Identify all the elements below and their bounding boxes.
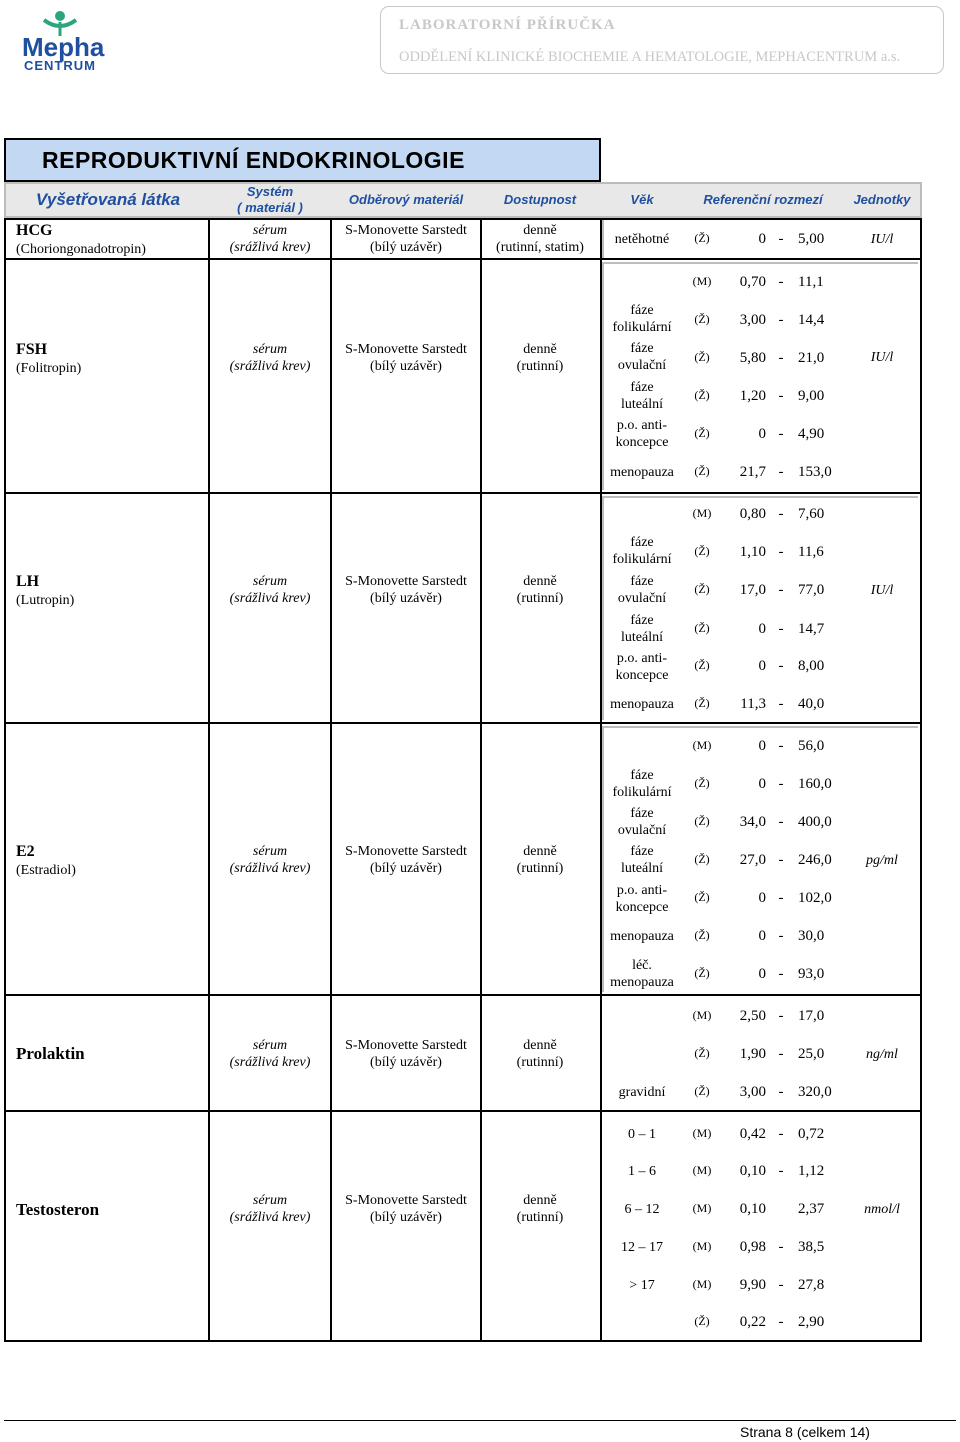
e2-hi-1: 160,0: [798, 776, 832, 792]
tst-age-0: 0 – 1: [628, 1127, 656, 1142]
tst-age-3: 12 – 17: [621, 1240, 663, 1255]
tst-dash-5: -: [778, 1314, 784, 1330]
e2-dash-3: -: [778, 852, 784, 868]
lh-lo-5: 11,3: [740, 696, 766, 712]
fsh-age-5: menopauza: [610, 465, 674, 480]
tst-sex-4: (M): [692, 1277, 712, 1291]
prl-sex-1: (Ž): [694, 1046, 710, 1060]
e2-sex-5: (Ž): [694, 928, 710, 942]
e2-sex-4: (Ž): [694, 890, 710, 904]
tst-avail: denně (rutinní): [516, 1193, 564, 1225]
lh-dash-2: -: [778, 582, 784, 598]
header-title: LABORATORNÍ PŘÍRUČKA: [399, 17, 616, 33]
e2-unit: pg/ml: [866, 853, 898, 868]
fsh-avail: denně (rutinní): [516, 342, 564, 374]
col-latka: Vyšetřovaná látka: [35, 190, 181, 209]
tst-lo-3: 0,98: [739, 1239, 766, 1255]
fsh-dash-3: -: [778, 388, 784, 404]
e2-lo-0: 0: [758, 738, 766, 754]
prl-dash-2: -: [778, 1084, 784, 1100]
tst-lo-2: 0,10: [739, 1201, 766, 1217]
e2-hi-6: 93,0: [798, 966, 825, 982]
fsh-sub: (Folitropin): [16, 361, 82, 376]
logo-line2: CENTRUM: [24, 58, 96, 73]
prl-sex-2: (Ž): [694, 1084, 710, 1098]
e2-lo-3: 27,0: [739, 852, 766, 868]
fsh-sex-0: (M): [692, 274, 712, 288]
tst-lo-5: 0,22: [739, 1314, 766, 1330]
fsh-lo-2: 5,80: [739, 350, 766, 366]
e2-system: sérum (srážlivá krev): [229, 844, 311, 876]
lh-unit: IU/l: [870, 583, 894, 598]
fsh-lo-3: 1,20: [739, 388, 766, 404]
fsh-lo-4: 0: [758, 426, 766, 442]
fsh-lo-1: 3,00: [739, 312, 766, 328]
tst-sex-1: (M): [692, 1163, 712, 1177]
col-ref: Referenční rozmezí: [703, 192, 823, 207]
tst-lo-0: 0,42: [739, 1126, 766, 1142]
prl-system: sérum (srážlivá krev): [229, 1038, 311, 1070]
e2-dash-2: -: [778, 814, 784, 830]
lh-age-4: p.o. anti- koncepce: [615, 651, 669, 683]
fsh-hi-2: 21,0: [798, 350, 825, 366]
section-title: REPRODUKTIVNÍ ENDOKRINOLOGIE: [42, 147, 465, 173]
fsh-sex-1: (Ž): [694, 312, 710, 326]
e2-sub: (Estradiol): [16, 863, 76, 878]
lh-hi-2: 77,0: [798, 582, 825, 598]
prl-sex-0: (M): [692, 1008, 712, 1022]
e2-dash-5: -: [778, 928, 784, 944]
fsh-age-2: fáze ovulační: [617, 341, 667, 373]
tst-system: sérum (srážlivá krev): [229, 1193, 311, 1225]
fsh-sex-4: (Ž): [694, 426, 710, 440]
fsh-lo-0: 0,70: [739, 274, 766, 290]
lh-lo-2: 17,0: [739, 582, 766, 598]
tst-dash-3: -: [778, 1239, 784, 1255]
e2-age-6: léč. menopauza: [610, 958, 674, 990]
lh-hi-3: 14,7: [798, 621, 825, 637]
e2-sex-2: (Ž): [694, 814, 710, 828]
lh-avail: denně (rutinní): [516, 574, 564, 606]
header-subtitle: ODDĚLENÍ KLINICKÉ BIOCHEMIE A HEMATOLOGIE, MEPHACENTRUM a.s.: [399, 49, 901, 65]
fsh-sex-2: (Ž): [694, 350, 710, 364]
header-box: [380, 6, 944, 74]
tst-age-2: 6 – 12: [624, 1202, 660, 1217]
tst-hi-3: 38,5: [798, 1239, 825, 1255]
e2-hi-4: 102,0: [798, 890, 832, 906]
hcg-unit: IU/l: [870, 232, 894, 247]
hcg-age: netěhotné: [614, 232, 670, 247]
fsh-sex-5: (Ž): [694, 464, 710, 478]
e2-lo-2: 34,0: [739, 814, 766, 830]
lh-sex-2: (Ž): [694, 582, 710, 596]
e2-dash-1: -: [778, 776, 784, 792]
lh-lo-0: 0,80: [739, 506, 766, 522]
tst-dash-1: -: [778, 1163, 784, 1179]
mepha-logo: [14, 10, 114, 72]
section-title-box: [4, 138, 601, 182]
tst-unit: nmol/l: [864, 1202, 900, 1217]
prl-hi-0: 17,0: [798, 1008, 825, 1024]
tst-sex-3: (M): [692, 1239, 712, 1253]
tst-lo-1: 0,10: [739, 1163, 766, 1179]
fsh-unit: IU/l: [870, 350, 894, 365]
lh-sex-3: (Ž): [694, 621, 710, 635]
prl-dash-1: -: [778, 1046, 784, 1062]
prl-hi-2: 320,0: [798, 1084, 832, 1100]
e2-age-2: fáze ovulační: [617, 806, 667, 838]
prl-lo-1: 1,90: [739, 1046, 766, 1062]
fsh-hi-3: 9,00: [798, 388, 825, 404]
prl-avail: denně (rutinní): [516, 1038, 564, 1070]
fsh-dash-4: -: [778, 426, 784, 442]
fsh-name: FSH: [16, 341, 48, 358]
tst-tube: S-Monovette Sarstedt (bílý uzávěr): [345, 1193, 467, 1225]
lh-sex-4: (Ž): [694, 658, 710, 672]
lh-age-3: fáze luteální: [621, 613, 663, 645]
e2-age-5: menopauza: [610, 929, 674, 944]
col-jednotky: Jednotky: [853, 192, 911, 207]
lh-hi-0: 7,60: [798, 506, 825, 522]
col-odber: Odběrový materiál: [348, 192, 464, 207]
tst-age-1: 1 – 6: [628, 1164, 656, 1179]
e2-tube: S-Monovette Sarstedt (bílý uzávěr): [345, 844, 467, 876]
e2-lo-5: 0: [758, 928, 766, 944]
e2-lo-6: 0: [758, 966, 766, 982]
prl-lo-0: 2,50: [739, 1008, 766, 1024]
lh-dash-5: -: [778, 696, 784, 712]
lh-dash-0: -: [778, 506, 784, 522]
col-system: Systém ( materiál ): [237, 184, 303, 215]
fsh-hi-5: 153,0: [798, 464, 832, 480]
e2-name: E2: [16, 843, 35, 860]
prl-lo-2: 3,00: [739, 1084, 766, 1100]
hcg-avail: denně (rutinní, statim): [496, 223, 584, 255]
fsh-age-1: fáze folikulární: [612, 303, 672, 335]
hcg-sex: (Ž): [694, 231, 710, 245]
e2-dash-6: -: [778, 966, 784, 982]
e2-hi-5: 30,0: [798, 928, 825, 944]
tst-sex-5: (Ž): [694, 1314, 710, 1328]
e2-dash-0: -: [778, 738, 784, 754]
prl-dash-0: -: [778, 1008, 784, 1024]
prl-gravidni: gravidní: [618, 1085, 666, 1100]
hcg-sub: (Choriongonadotropin): [16, 242, 146, 257]
fsh-age-4: p.o. anti- koncepce: [615, 418, 669, 450]
fsh-system: sérum (srážlivá krev): [229, 342, 311, 374]
lh-name: LH: [16, 573, 40, 590]
e2-sex-6: (Ž): [694, 966, 710, 980]
lh-age-5: menopauza: [610, 697, 674, 712]
lh-hi-1: 11,6: [798, 544, 824, 560]
fsh-age-3: fáze luteální: [621, 380, 663, 412]
fsh-hi-1: 14,4: [798, 312, 825, 328]
tst-sex-0: (M): [692, 1126, 712, 1140]
lh-hi-4: 8,00: [798, 658, 825, 674]
logo-line1: Mepha: [22, 32, 105, 62]
lh-system: sérum (srážlivá krev): [229, 574, 311, 606]
lh-sex-5: (Ž): [694, 696, 710, 710]
hcg-name: HCG: [16, 222, 53, 239]
prl-tube: S-Monovette Sarstedt (bílý uzávěr): [345, 1038, 467, 1070]
e2-lo-4: 0: [758, 890, 766, 906]
lh-age-2: fáze ovulační: [617, 574, 667, 606]
lh-hi-5: 40,0: [798, 696, 825, 712]
hcg-hi: 5,00: [798, 231, 825, 247]
lh-dash-1: -: [778, 544, 784, 560]
fsh-hi-0: 11,1: [798, 274, 824, 290]
tst-hi-4: 27,8: [798, 1277, 825, 1293]
lh-lo-3: 0: [758, 621, 766, 637]
lh-sex-1: (Ž): [694, 544, 710, 558]
col-vek: Věk: [630, 192, 654, 207]
e2-hi-0: 56,0: [798, 738, 825, 754]
page-footer: Strana 8 (celkem 14): [740, 1424, 870, 1440]
lh-age-1: fáze folikulární: [612, 535, 672, 567]
hcg-tube: S-Monovette Sarstedt (bílý uzávěr): [345, 223, 467, 255]
e2-hi-3: 246,0: [798, 852, 832, 868]
lh-sex-0: (M): [692, 506, 712, 520]
e2-sex-1: (Ž): [694, 776, 710, 790]
e2-sex-3: (Ž): [694, 852, 710, 866]
fsh-sex-3: (Ž): [694, 388, 710, 402]
prl-hi-1: 25,0: [798, 1046, 825, 1062]
tst-lo-4: 9,90: [739, 1277, 766, 1293]
prl-name: Prolaktin: [16, 1044, 85, 1063]
lh-dash-4: -: [778, 658, 784, 674]
fsh-tube: S-Monovette Sarstedt (bílý uzávěr): [345, 342, 467, 374]
e2-age-3: fáze luteální: [621, 844, 663, 876]
col-dostupnost: Dostupnost: [503, 192, 577, 207]
e2-hi-2: 400,0: [798, 814, 832, 830]
hcg-system: sérum (srážlivá krev): [229, 223, 311, 255]
e2-age-4: p.o. anti- koncepce: [615, 883, 669, 915]
tst-hi-2: 2,37: [798, 1201, 825, 1217]
tst-hi-5: 2,90: [798, 1314, 825, 1330]
hcg-dash: -: [778, 231, 784, 247]
fsh-dash-0: -: [778, 274, 784, 290]
tst-sex-2: (M): [692, 1201, 712, 1215]
tst-dash-0: -: [778, 1126, 784, 1142]
e2-dash-4: -: [778, 890, 784, 906]
fsh-hi-4: 4,90: [798, 426, 825, 442]
tst-hi-0: 0,72: [798, 1126, 825, 1142]
prl-unit: ng/ml: [866, 1047, 898, 1062]
e2-lo-1: 0: [758, 776, 766, 792]
tst-name: Testosteron: [16, 1200, 100, 1219]
e2-age-1: fáze folikulární: [612, 768, 672, 800]
e2-avail: denně (rutinní): [516, 844, 564, 876]
e2-sex-0: (M): [692, 738, 712, 752]
lh-lo-4: 0: [758, 658, 766, 674]
tst-hi-1: 1,12: [798, 1163, 825, 1179]
hcg-lo: 0: [758, 231, 766, 247]
tst-dash-4: -: [778, 1277, 784, 1293]
lh-tube: S-Monovette Sarstedt (bílý uzávěr): [345, 574, 467, 606]
fsh-dash-1: -: [778, 312, 784, 328]
fsh-dash-5: -: [778, 464, 784, 480]
lh-sub: (Lutropin): [16, 593, 75, 608]
fsh-dash-2: -: [778, 350, 784, 366]
lh-dash-3: -: [778, 621, 784, 637]
tst-age-4: > 17: [629, 1278, 655, 1293]
fsh-lo-5: 21,7: [739, 464, 766, 480]
lh-lo-1: 1,10: [739, 544, 766, 560]
